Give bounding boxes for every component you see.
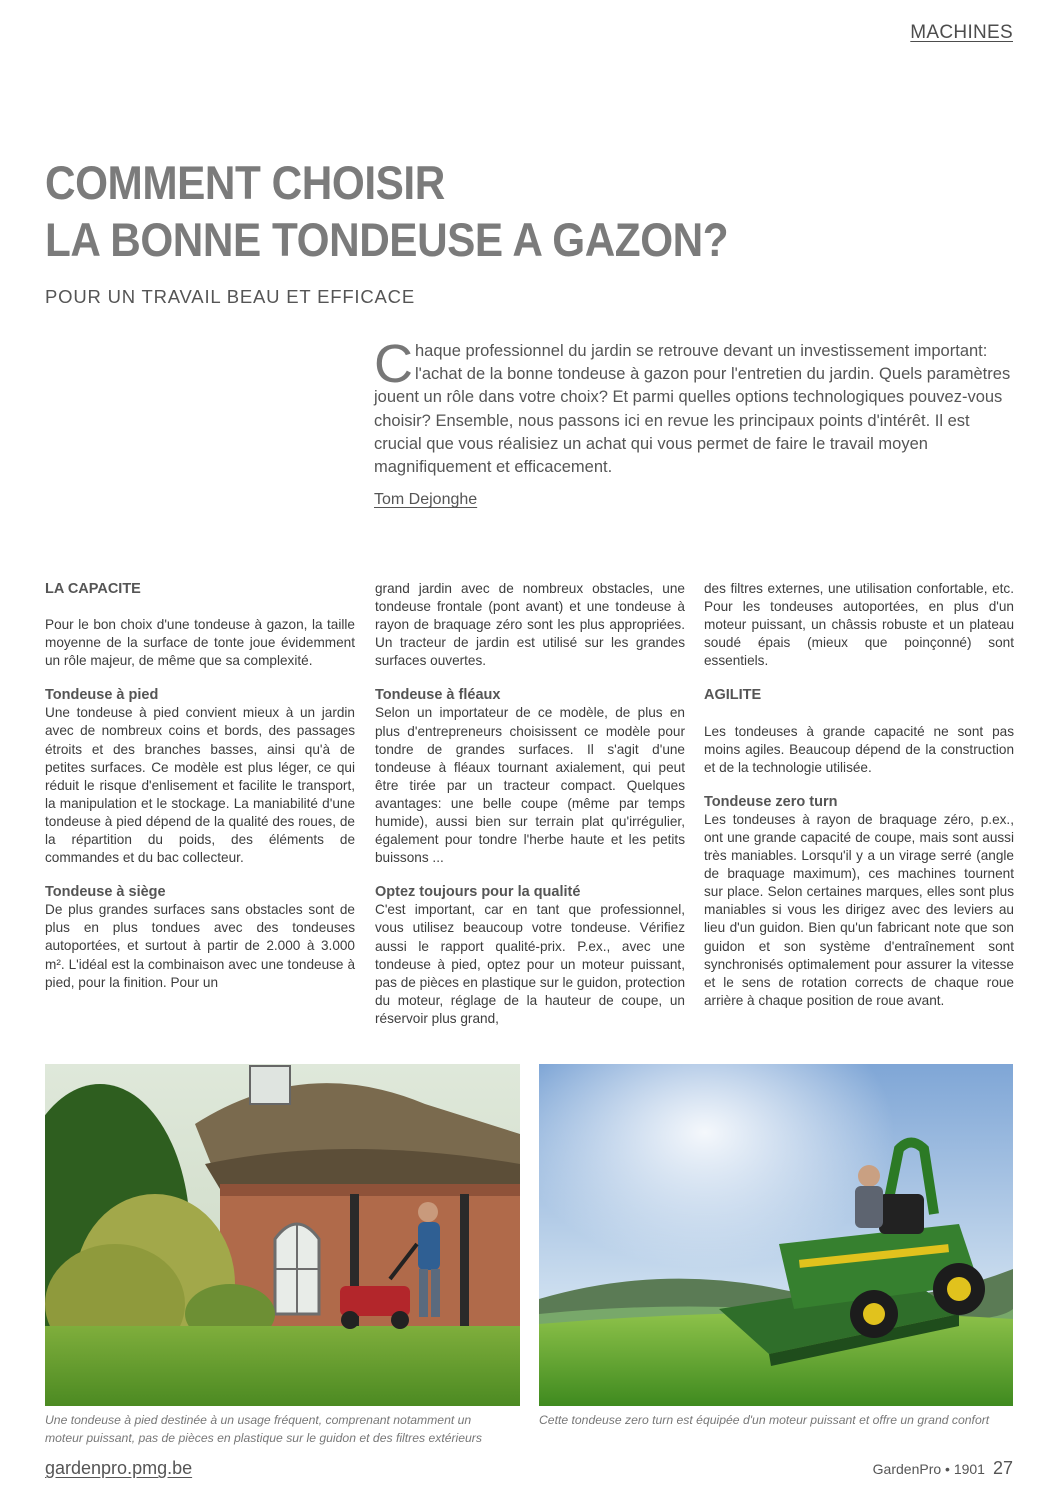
author-link[interactable]: Tom Dejonghe [374, 491, 478, 508]
walk-behind-mower-illustration [45, 1064, 520, 1406]
title-line-2: LA BONNE TONDEUSE A GAZON? [45, 213, 729, 266]
subheading-zero-turn: Tondeuse zero turn [704, 793, 838, 810]
subheading-tondeuse-fleaux: Tondeuse à fléaux [375, 687, 501, 704]
heading-agilite: AGILITE [704, 687, 762, 704]
col1-para-2: Une tondeuse à pied convient mieux à un jardin avec de nombreux coins et bords, des passages étroits et des branches basses, ainsi qu'à de petites surfaces. Ce modèle est plus léger, ce qui réduit le risque d'enlisement et facilite le transport, la manipulation et le stockage. La maniabilité d'une tondeuse à pied dépend de la qualité des roues, de la répartition du poids, des éléments de commandes et du bac collecteur. [45, 705, 355, 866]
intro-paragraph [374, 334, 1014, 479]
photo-zero-turn-mower [539, 1064, 1013, 1406]
col1-para-3: De plus grandes surfaces sans obstacles sont de plus en plus tondues avec des tondeuses autoportées, et surtout à partir de 2.000 à 3.000 m². L'idéal est la combinaison avec une tondeuse à pied, pour la finition. Pour un [45, 902, 355, 990]
col2-para-1: grand jardin avec de nombreux obstacles, une tondeuse frontale (pont avant) et une tondeuse à rayon de braquage zéro sont les plus appropriées. Un tracteur de jardin est utilisé sur les grandes surfaces ouvertes. [375, 581, 685, 669]
column-1 [45, 580, 355, 1008]
col2-para-2: Selon un importateur de ce modèle, de plus en plus d'entrepreneurs choisissent ce modèle pour tondre de grandes surfaces. Il s'agit d'une tondeuse à fléaux tournant axialement, qui peut être tirée par un tracteur compact. Quelques avantages: une belle coupe (même par temps humide), aussi bien sur terrain plat qu'irrégulier, également pour tondre l'herbe haute et les petits buissons ... [375, 705, 685, 866]
section-tag[interactable]: MACHINES [910, 22, 1013, 43]
subheading-tondeuse-pied: Tondeuse à pied [45, 687, 159, 704]
page-number: 27 [992, 1458, 1013, 1478]
footer-page-info [873, 1458, 1013, 1479]
subheading-qualite: Optez toujours pour la qualité [375, 884, 581, 901]
column-2 [375, 580, 685, 1044]
col1-para-1: Pour le bon choix d'une tondeuse à gazon, la taille moyenne de la surface de tonte joue évidemment un rôle majeur, de même que sa complexité. [45, 617, 355, 669]
photo-walk-behind-mower [45, 1064, 520, 1406]
col3-para-2: Les tondeuses à grande capacité ne sont pas moins agiles. Beaucoup dépend de la construction et de la technologie utilisée. [704, 723, 1014, 775]
subheading-tondeuse-siege: Tondeuse à siège [45, 884, 166, 901]
footer-website-link[interactable]: gardenpro.pmg.be [45, 1458, 193, 1478]
article-title [45, 154, 909, 268]
title-line-1: COMMENT CHOISIR [45, 156, 445, 209]
caption-photo-1: Une tondeuse à pied destinée à un usage fréquent, comprenant notamment un moteur puissant, pas de pièces en plastique sur le guidon et des filtres extérieurs [45, 1413, 482, 1445]
col2-para-3: C'est important, car en tant que professionnel, vous utilisez beaucoup votre tondeuse. Vérifiez aussi le rapport qualité-prix. P.ex., avec une tondeuse à pied, optez pour un moteur puissant, pas de pièces en plastique sur le guidon, protection du moteur, réglage de la hauteur de coupe, un réservoir plus grand, [375, 902, 685, 1026]
intro-text: haque professionnel du jardin se retrouve devant un investissement important: l'achat de la bonne tondeuse à gazon pour l'entretien du jardin. Quels paramètres jouent un rôle dans votre choix? Et parmi quelles options technologiques pouvez-vous choisir? Ensemble, nous passons ici en revue les principaux points d'intérêt. Il est crucial que vous réalisiez un achat qui vous permet de faire le travail moyen magnifiquement et efficacement. [374, 342, 1011, 477]
magazine-issue: GardenPro • 1901 [872, 1461, 985, 1477]
col3-para-3: Les tondeuses à rayon de braquage zéro, p.ex., ont une grande capacité de coupe, mais sont aussi très maniables. Lorsqu'il y a un virage serré (angle de braquage maximum), ces machines tournent sur place. Selon certaines marques, elles sont plus maniables si vous les dirigez avec des leviers au lieu d'un guidon. Bien qu'un fabricant note que son guidon et son système d'entraînement sont synchronisés optimalement pour assurer la vitesse et le sens de rotation corrects de chaque roue arrière à chaque position de roue avant. [704, 811, 1014, 1008]
article-subtitle: POUR UN TRAVAIL BEAU ET EFFICACE [45, 286, 415, 307]
drop-cap: C [374, 334, 413, 394]
column-3 [704, 580, 1014, 1026]
col3-para-1: des filtres externes, une utilisation confortable, etc. Pour les tondeuses autoportées, en plus d'un moteur puissant, un châssis robuste et un plateau soudé épais (mieux que poinçonné) sont essentiels. [704, 581, 1014, 669]
caption-photo-2: Cette tondeuse zero turn est équipée d'un moteur puissant et offre un grand confort [539, 1413, 990, 1427]
heading-capacite: LA CAPACITE [45, 581, 141, 597]
zero-turn-mower-illustration [539, 1064, 1013, 1406]
